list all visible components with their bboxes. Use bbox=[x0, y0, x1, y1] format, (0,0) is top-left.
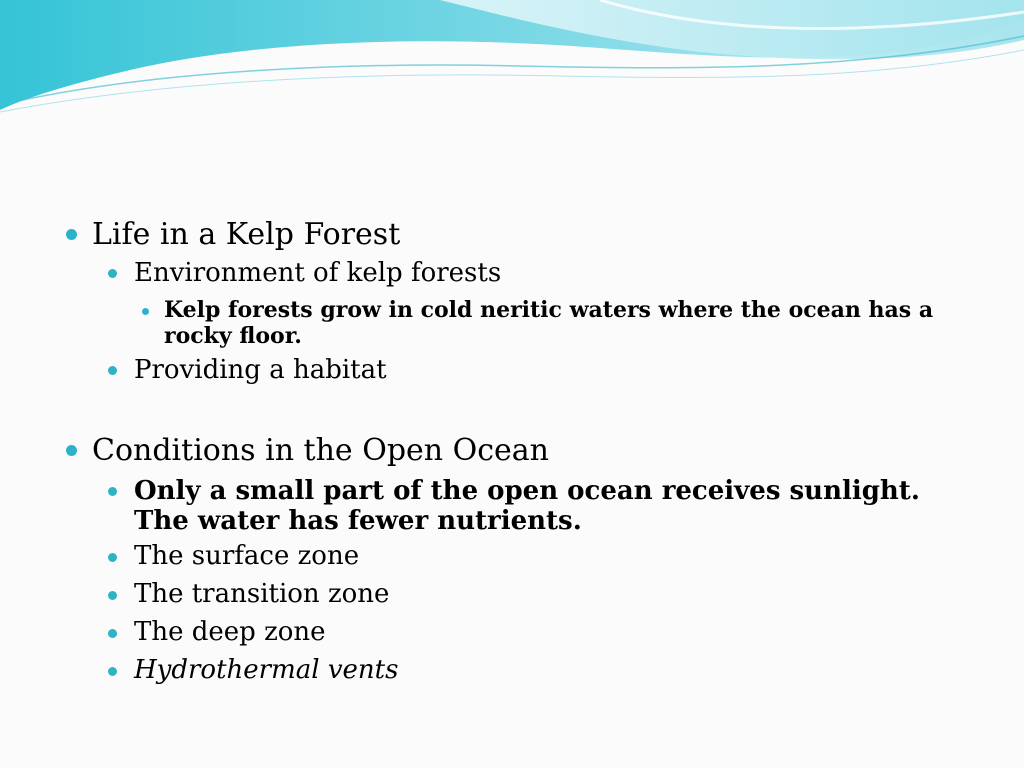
detail-kelp-line-1: Kelp forests grow in cold neritic waters where the ocean has a bbox=[164, 297, 934, 323]
bullet-icon bbox=[108, 667, 117, 676]
subitem-surface-zone: The surface zone bbox=[134, 541, 360, 571]
heading-life-in-kelp-forest: Life in a Kelp Forest bbox=[92, 217, 401, 252]
bullet-icon bbox=[108, 366, 117, 375]
bullet-icon bbox=[108, 591, 117, 600]
bullet-icon bbox=[66, 445, 77, 456]
bullet-icon bbox=[142, 308, 149, 315]
subitem-environment-of-kelp-forests: Environment of kelp forests bbox=[134, 258, 502, 288]
bullet-icon bbox=[108, 269, 117, 278]
subitem-sunlight-line-1: Only a small part of the open ocean receives sunlight. bbox=[134, 476, 920, 506]
subitem-deep-zone: The deep zone bbox=[134, 617, 326, 647]
subitem-providing-a-habitat: Providing a habitat bbox=[134, 355, 387, 385]
subitem-transition-zone: The transition zone bbox=[134, 579, 390, 609]
subitem-hydrothermal-vents: Hydrothermal vents bbox=[134, 655, 399, 685]
subitem-sunlight-line-2: The water has fewer nutrients. bbox=[134, 506, 582, 536]
bullet-icon bbox=[108, 629, 117, 638]
bullet-icon bbox=[66, 229, 77, 240]
heading-conditions-open-ocean: Conditions in the Open Ocean bbox=[92, 433, 549, 468]
detail-kelp-line-2: rocky floor. bbox=[164, 323, 302, 349]
bullet-icon bbox=[108, 487, 117, 496]
bullet-icon bbox=[108, 553, 117, 562]
